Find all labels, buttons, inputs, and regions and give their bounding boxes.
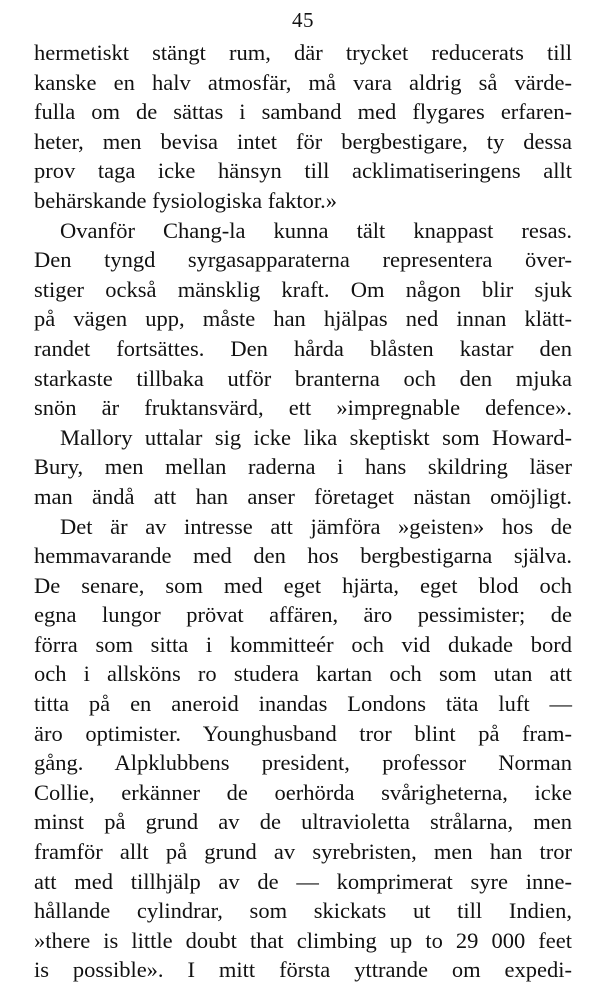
text-line: hemmavarande med den hos bergbestigarna själva. (34, 543, 572, 569)
page-number: 45 (292, 8, 314, 32)
text-line: fulla om de sättas i samband med flygares erfaren- (34, 99, 572, 125)
text-line: De senare, som med eget hjärta, eget blod och (34, 572, 572, 598)
text-line: »there is little doubt that climbing up to 29 000 feet (34, 927, 572, 953)
text-line: och i allsköns ro studera kartan och som utan att (34, 661, 572, 687)
text-line: is possible». I mitt första yttrande om expedi- (34, 957, 572, 983)
text-line: snön är fruktansvärd, ett »impregnable defence». (34, 395, 572, 421)
text-line: hållande cylindrar, som skickats ut till Indien, (34, 898, 572, 924)
text-line: Bury, men mellan raderna i hans skildring läser (34, 454, 572, 480)
text-line: Collie, erkänner de oerhörda svårigheterna, icke (34, 779, 572, 805)
text-line: äro optimister. Younghusband tror blint på fram- (34, 720, 572, 746)
text-line: heter, men bevisa intet för bergbestigare, ty dessa (34, 128, 572, 154)
text-line: prov taga icke hänsyn till acklimatiseringens allt (34, 158, 572, 184)
text-line: kanske en halv atmosfär, må vara aldrig så värde- (34, 69, 572, 95)
text-line: stiger också mänsklig kraft. Om någon blir sjuk (34, 276, 572, 302)
text-line: på vägen upp, måste han hjälpas ned innan klätt- (34, 306, 572, 332)
text-line: Mallory uttalar sig icke lika skeptiskt som Howard- (60, 424, 572, 450)
text-line: Den tyngd syrgasapparaterna representera över- (34, 247, 572, 273)
body-text (34, 38, 572, 985)
text-line: minst på grund av de ultravioletta strålarna, men (34, 809, 572, 835)
text-line: egna lungor prövat affären, äro pessimister; de (34, 602, 572, 628)
text-line: gång. Alpklubbens president, professor Norman (34, 750, 572, 776)
text-line: man ändå att han anser företaget nästan omöjligt. (34, 483, 572, 509)
text-line: behärskande fysiologiska faktor.» (34, 187, 338, 213)
text-line: titta på en aneroid inandas Londons täta luft — (34, 691, 572, 717)
text-line: randet fortsättes. Den hårda blåsten kastar den (34, 335, 572, 361)
text-line: att med tillhjälp av de — komprimerat syre inne- (34, 868, 572, 894)
text-line: framför allt på grund av syrebristen, men han tror (34, 839, 572, 865)
text-line: Ovanför Chang-la kunna tält knappast resas. (60, 217, 572, 243)
text-line: starkaste tillbaka utför branterna och den mjuka (34, 365, 572, 391)
text-line: Det är av intresse att jämföra »geisten» hos de (60, 513, 572, 539)
text-line: förra som sitta i kommitteér och vid dukade bord (34, 631, 572, 657)
text-line: hermetiskt stängt rum, där trycket reducerats till (34, 40, 572, 65)
